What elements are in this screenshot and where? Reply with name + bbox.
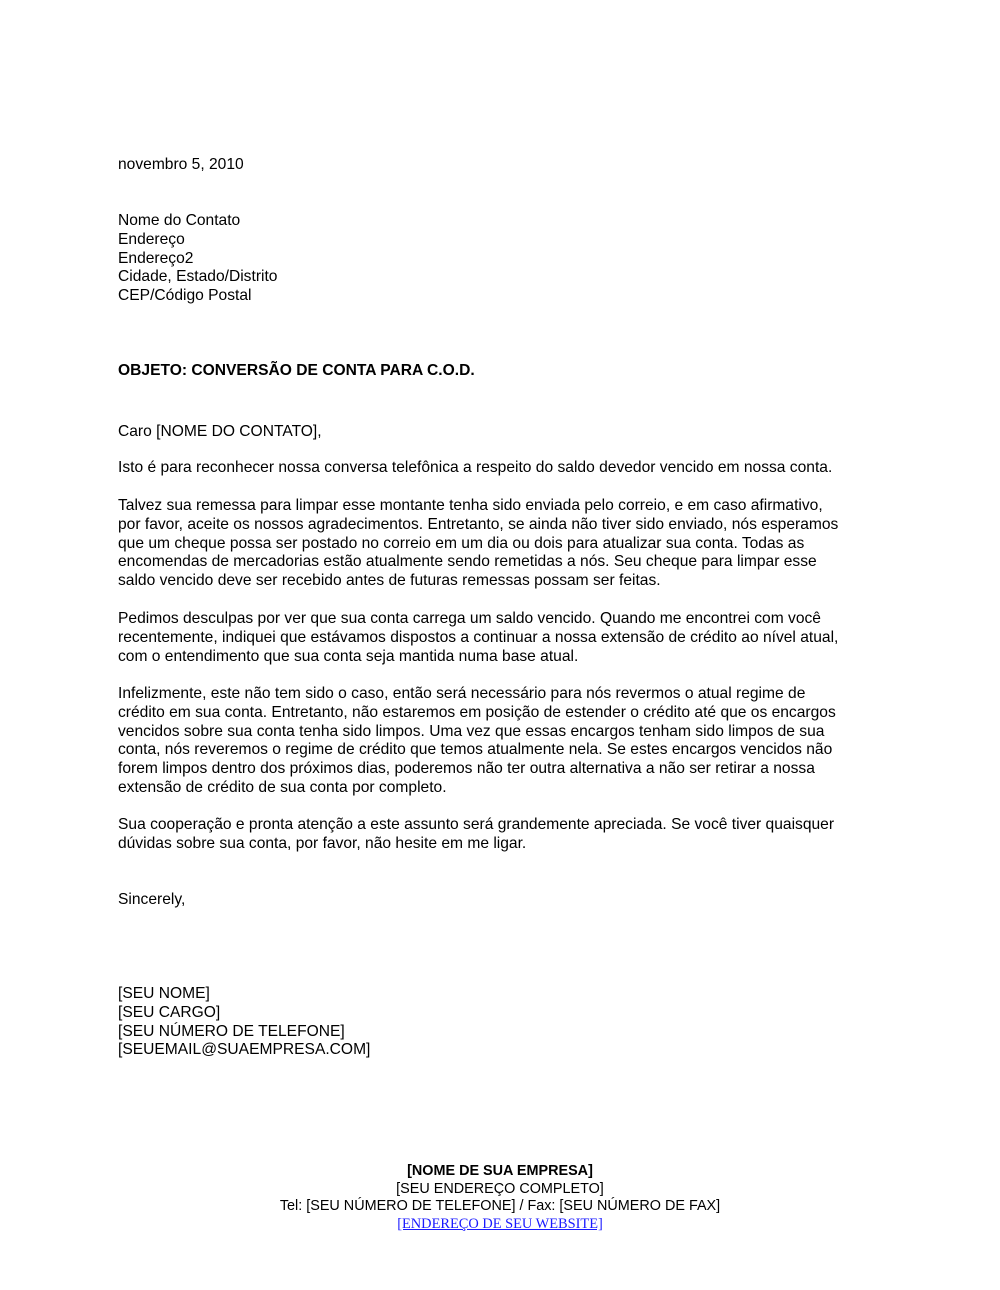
footer-contact: Tel: [SEU NÚMERO DE TELEFONE] / Fax: [SEU NÚMERO DE FAX]: [279, 1198, 721, 1215]
recipient-postal-code: CEP/Código Postal: [118, 287, 252, 305]
paragraph-line: Talvez sua remessa para limpar esse montante tenha sido enviada pelo correio, e em caso afirmativo,: [118, 497, 823, 514]
recipient-address: [118, 212, 888, 306]
footer-company-name: [NOME DE SUA EMPRESA]: [407, 1163, 593, 1179]
letterhead-footer: [0, 1163, 1000, 1233]
footer-address: [SEU ENDEREÇO COMPLETO]: [396, 1180, 604, 1197]
signature-name: [SEU NOME]: [118, 985, 210, 1002]
signature-phone: [SEU NÚMERO DE TELEFONE]: [118, 1022, 345, 1040]
paragraph-line: dúvidas sobre sua conta, por favor, não hesite em me ligar.: [118, 834, 527, 852]
paragraph-line: por favor, aceite os nossos agradecimentos. Entretanto, se ainda não tiver sido enviado, nós esperamos: [118, 515, 839, 533]
paragraph-line: que um cheque possa ser postado no correio em um dia ou dois para atualizar sua conta. Todas as: [118, 534, 805, 552]
letter-subject: [118, 362, 888, 381]
paragraph-line: vencidos sobre sua conta tenha sido limpos. Uma vez que essas encargos tenham sido limpos de sua: [118, 722, 825, 740]
recipient-address-line2: Endereço2: [118, 249, 194, 267]
paragraph-5: [118, 816, 888, 854]
subject-text: OBJETO: CONVERSÃO DE CONTA PARA C.O.D.: [118, 362, 475, 379]
closing-text: Sincerely,: [118, 891, 186, 908]
paragraph-line: com o entendimento que sua conta seja mantida numa base atual.: [118, 647, 579, 665]
footer-website-link[interactable]: [ENDEREÇO DE SEU WEBSITE]: [397, 1215, 603, 1232]
signature-title: [SEU CARGO]: [118, 1003, 221, 1021]
date-text: novembro 5, 2010: [118, 156, 244, 173]
paragraph-line: Isto é para reconhecer nossa conversa telefônica a respeito do saldo devedor vencido em nossa conta.: [118, 459, 833, 476]
paragraph-line: Sua cooperação e pronta atenção a este assunto será grandemente apreciada. Se você tiver quaisquer: [118, 816, 835, 833]
signature-block: [118, 985, 888, 1060]
letter-closing: [118, 891, 888, 910]
paragraph-1: [118, 459, 888, 478]
signature-email: [SEUEMAIL@SUAEMPRESA.COM]: [118, 1041, 371, 1059]
paragraph-line: forem limpos dentro dos próximos dias, poderemos não ter outra alternativa a não ser retirar a nossa: [118, 760, 815, 778]
salutation-text: Caro [NOME DO CONTATO],: [118, 423, 322, 440]
paragraph-line: saldo vencido deve ser recebido antes de futuras remessas possam ser feitas.: [118, 572, 661, 590]
paragraph-3: [118, 610, 888, 666]
paragraph-line: extensão de crédito de sua conta por completo.: [118, 778, 447, 796]
paragraph-line: conta, nós reveremos o regime de crédito que temos atualmente nela. Se estes encargos vencidos não: [118, 741, 833, 759]
recipient-address-line1: Endereço: [118, 230, 185, 248]
letter-date: [118, 156, 888, 175]
paragraph-line: Infelizmente, este não tem sido o caso, então será necessário para nós revermos o atual regime de: [118, 685, 806, 702]
recipient-city-state: Cidade, Estado/Distrito: [118, 268, 278, 286]
paragraph-line: Pedimos desculpas por ver que sua conta carrega um saldo vencido. Quando me encontrei com você: [118, 610, 821, 627]
recipient-name: Nome do Contato: [118, 212, 241, 229]
paragraph-2: [118, 497, 888, 591]
letter-salutation: [118, 423, 888, 442]
paragraph-line: recentemente, indiquei que estávamos dispostos a continuar a nossa extensão de crédito ao nível atual,: [118, 628, 839, 646]
paragraph-line: crédito em sua conta. Entretanto, não estaremos em posição de estender o crédito até que os encargos: [118, 703, 836, 721]
paragraph-line: encomendas de mercadorias estão atualmente sendo remetidas a nós. Seu cheque para limpar esse: [118, 553, 817, 571]
paragraph-4: [118, 685, 888, 798]
